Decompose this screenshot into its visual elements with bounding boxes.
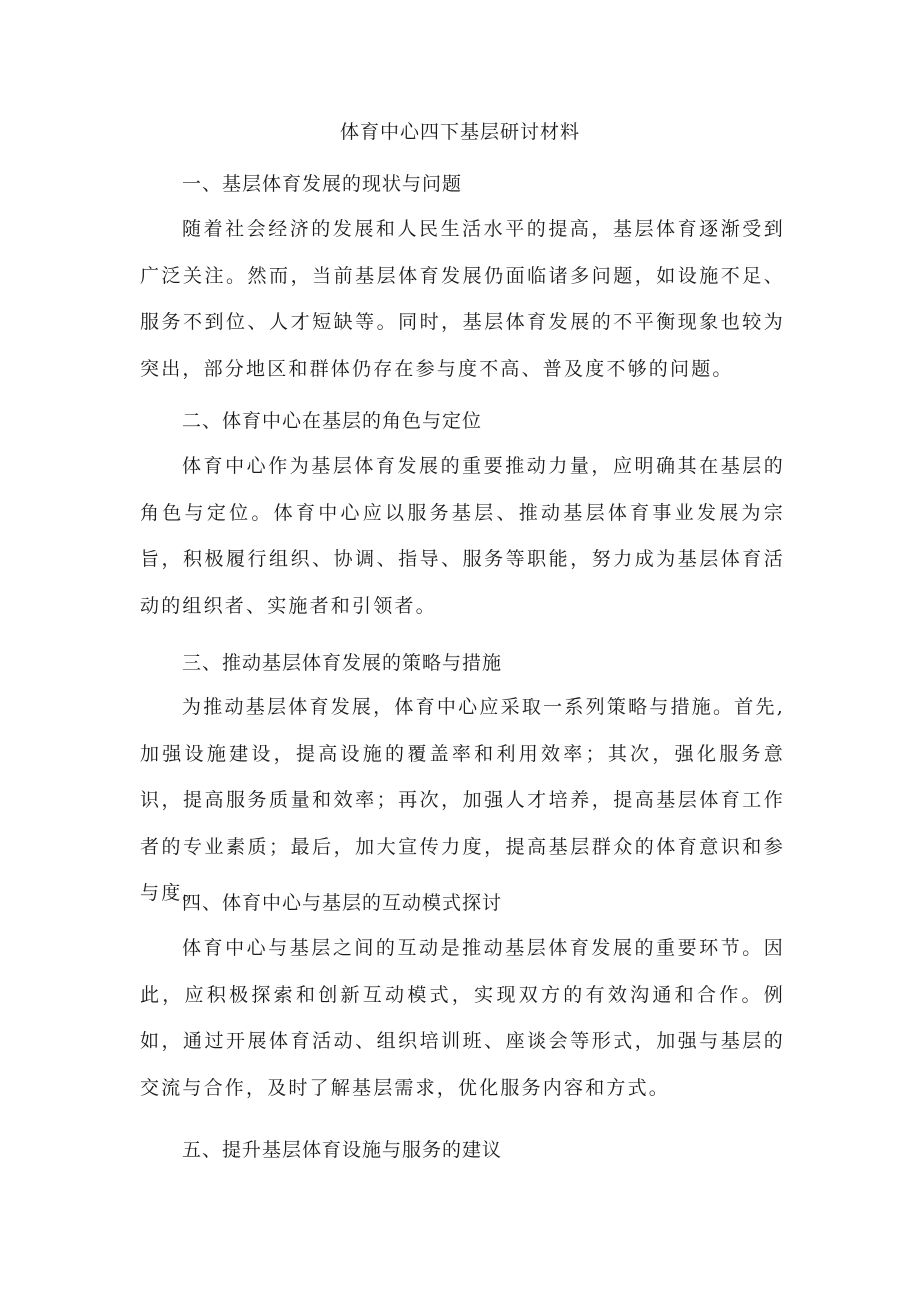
section-3-heading: 三、推动基层体育发展的策略与措施 — [182, 652, 503, 674]
section-3-paragraph: 为推动基层体育发展，体育中心应采取一系列策略与措施。首先,加强设施建设，提高设施的覆盖率和利用效率；其次，强化服务意识，提高服务质量和效率；再次，加强人才培养，提高基层体育工作者的专业素质；最后，加大宣传力度，提高基层群众的体育意识和参与度。 — [140, 696, 785, 904]
section-4-paragraph: 体育中心与基层之间的互动是推动基层体育发展的重要环节。因此，应积极探索和创新互动模式，实现双方的有效沟通和合作。例如，通过开展体育活动、组织培训班、座谈会等形式，加强与基层的交流与合作，及时了解基层需求，优化服务内容和方式。 — [140, 937, 785, 1099]
section-1-heading: 一、基层体育发展的现状与问题 — [182, 173, 463, 195]
section-2-heading: 二、体育中心在基层的角色与定位 — [182, 410, 483, 432]
section-1-paragraph: 随着社会经济的发展和人民生活水平的提高，基层体育逐渐受到广泛关注。然而，当前基层体育发展仍面临诸多问题，如设施不足、服务不到位、人才短缺等。同时，基层体育发展的不平衡现象也较为突出，部分地区和群体仍存在参与度不高、普及度不够的问题。 — [140, 218, 785, 380]
document-title: 体育中心四下基层研讨材料 — [339, 121, 580, 143]
section-4-heading: 四、体育中心与基层的互动模式探讨 — [182, 892, 503, 914]
section-5-heading: 五、提升基层体育设施与服务的建议 — [182, 1139, 503, 1161]
section-2-paragraph: 体育中心作为基层体育发展的重要推动力量，应明确其在基层的角色与定位。体育中心应以服务基层、推动基层体育事业发展为宗旨，积极履行组织、协调、指导、服务等职能，努力成为基层体育活动的组织者、实施者和引领者。 — [140, 455, 785, 617]
